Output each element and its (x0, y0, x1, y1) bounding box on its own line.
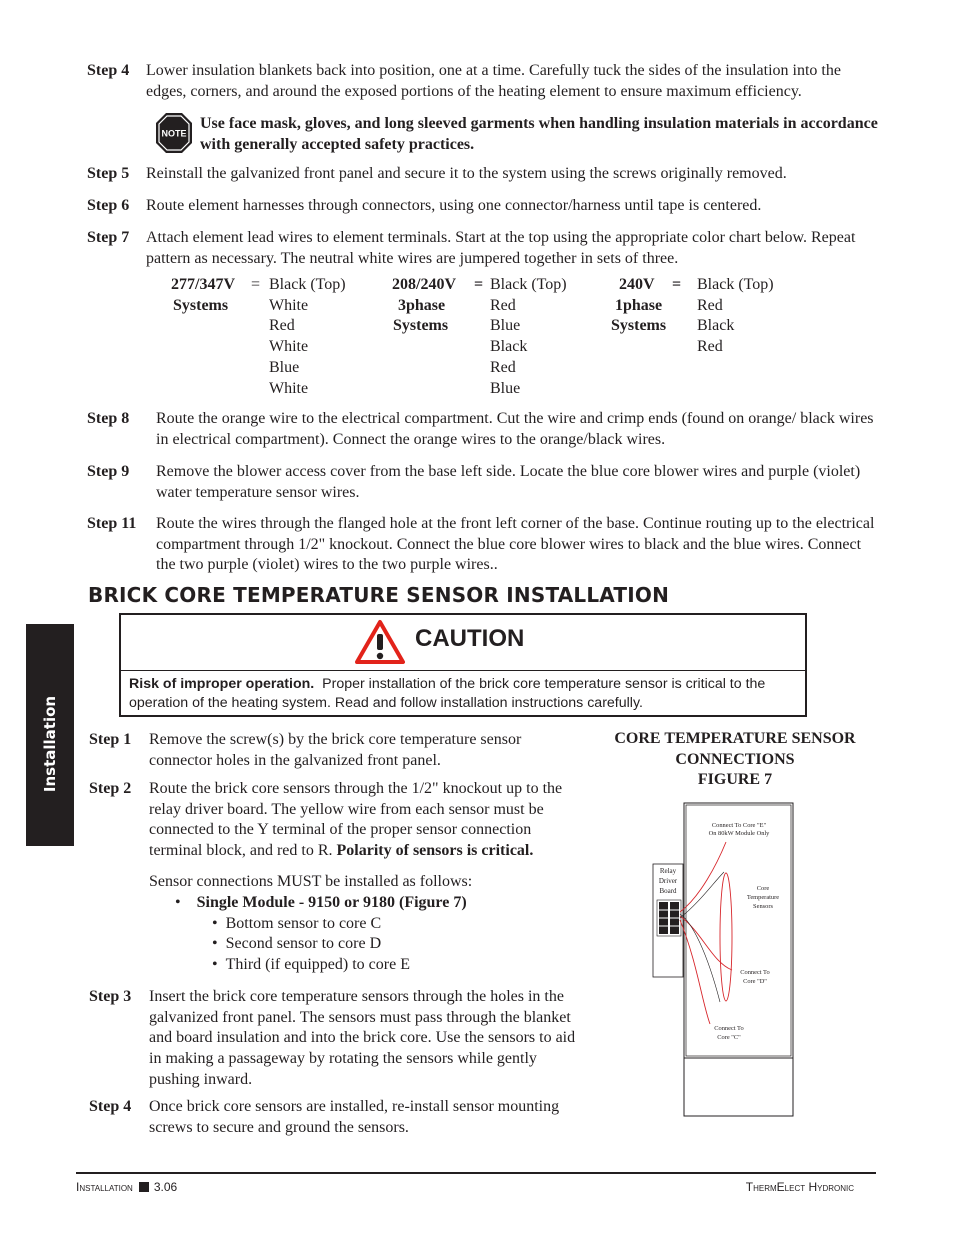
wire-color: Red (490, 296, 516, 314)
wire-chart-voltage: 277/347V (171, 276, 235, 293)
core-sensor-diagram (652, 802, 794, 1117)
square-bullet-icon (139, 1182, 149, 1192)
step-text: Route the orange wire to the electrical compartment. Cut the wire and crimp ends (found on orange/ black wires in electrical compartment). Connect the orange wires to the orange/black wires. (156, 410, 874, 448)
caution-lead: Risk of improper operation. (129, 676, 315, 692)
module-label: Single Module - 9150 or 9180 (Figure 7) (196, 894, 467, 911)
label-core-e-note: On 80kW Module Only (708, 830, 770, 837)
wire-color: White (269, 338, 309, 356)
wire-color: White (269, 296, 309, 314)
step-text (149, 779, 585, 862)
step-label: Step 3 (89, 988, 132, 1005)
wire-color: Black (Top) (697, 276, 774, 293)
wire-chart-voltage: 240V (619, 276, 655, 293)
step-text: Once brick core sensors are installed, re-install sensor mounting screws to secure and ground the sensors. (149, 1098, 560, 1136)
step-2-text: Route the brick core sensors through the 1/2" knockout up to the relay driver board. The yellow wire from each sensor must be connected to the Y terminal of the proper sensor connection terminal block, and red to R. (149, 780, 563, 860)
label-sensors: Sensors (753, 903, 773, 910)
side-tab-label: Installation (41, 695, 59, 793)
label-relay: Driver (658, 877, 678, 885)
footer-product: ThermElect Hydronic (745, 1180, 854, 1194)
wire-color: Blue (490, 317, 521, 335)
wire-color: Red (697, 296, 723, 314)
label-core-d: Core "D" (743, 978, 767, 985)
figure-caption-line: CONNECTIONS (675, 750, 795, 768)
module-item: • Single Module - 9150 or 9180 (Figure 7) (175, 894, 467, 911)
wire-color: Red (269, 317, 295, 335)
step-text: Attach element lead wires to element terminals. Start at the top using the appropriate color chart below. Repeat pattern as necessary. The neutral white wires are jumpered together in sets of three. (146, 229, 856, 267)
wire-color: White (269, 379, 309, 397)
footer-section: Installation (76, 1180, 133, 1194)
label-core-d: Connect To (740, 969, 770, 976)
wire-color: Black (Top) (490, 276, 567, 293)
label-core-c: Core "C" (717, 1034, 741, 1041)
step-label: Step 7 (87, 229, 130, 246)
wire-chart-eq: = (672, 276, 682, 293)
caution-body (129, 675, 805, 713)
wire-color: Black (490, 338, 528, 356)
label-sensors: Core (756, 885, 770, 892)
step-text: Route element harnesses through connectors, using one connector/harness until tape is centered. (146, 197, 762, 214)
wire-chart-eq: = (474, 276, 484, 293)
wire-color: Blue (269, 358, 300, 376)
label-relay: Relay (659, 867, 677, 875)
footer-left (76, 1180, 177, 1194)
footer-rule (76, 1172, 876, 1174)
connections-intro: Sensor connections MUST be installed as follows: (149, 873, 473, 890)
note-icon (155, 112, 193, 154)
figure-caption-line: FIGURE 7 (697, 771, 773, 789)
step-label: Step 11 (87, 515, 137, 532)
caution-title: CAUTION (415, 625, 525, 652)
step-label: Step 5 (87, 165, 130, 182)
label-core-e: Connect To Core "E" (711, 822, 767, 829)
caution-header (121, 615, 805, 671)
step-text: Reinstall the galvanized front panel and secure it to the system using the screws originally removed. (146, 165, 787, 182)
list-item-text: Bottom sensor to core C (225, 914, 382, 932)
label-core-c: Connect To (714, 1025, 744, 1032)
wire-chart-system: 3phase (398, 296, 446, 314)
list-item: • Second sensor to core D (212, 935, 382, 953)
label-sensors: Temperature (746, 894, 780, 901)
step-label: Step 4 (87, 62, 130, 79)
figure-caption (590, 729, 880, 791)
list-item: • Bottom sensor to core C (212, 914, 382, 932)
wire-color: Red (490, 358, 516, 376)
wire-chart-system: 1phase (615, 296, 663, 314)
page-number: 3.06 (153, 1180, 178, 1194)
list-item-text: Second sensor to core D (225, 935, 382, 953)
caution-box (119, 613, 807, 717)
step-label: Step 9 (87, 463, 130, 480)
polarity-warning: Polarity of sensors is critical. (336, 842, 534, 860)
step-text: Remove the screw(s) by the brick core temperature sensor connector holes in the galvanized front panel. (149, 731, 522, 769)
list-item-text: Third (if equipped) to core E (225, 956, 410, 974)
side-tab (26, 624, 74, 846)
note-icon-label: NOTE (161, 128, 187, 139)
wire-color: Blue (490, 379, 521, 397)
step-label: Step 1 (89, 731, 132, 748)
caution-text: Proper installation of the brick core temperature sensor is critical to the operation of the heating system. Read and follow installation instructions carefully. (129, 676, 766, 711)
wire-chart-eq: = (251, 276, 261, 293)
wire-color: Black (697, 317, 735, 335)
note-text: Use face mask, gloves, and long sleeved garments when handling insulation materials in accordance with generally accepted safety practices. (200, 115, 878, 153)
list-item: • Third (if equipped) to core E (212, 956, 410, 974)
wire-chart-system: Systems (393, 317, 449, 335)
step-text: Lower insulation blankets back into position, one at a time. Carefully tuck the sides of the insulation into the edges, corners, and around the exposed portions of the heating element to ensure maximum efficiency. (146, 62, 841, 100)
step-text: Route the wires through the flanged hole at the front left corner of the base. Continue routing up to the electrical compartment through 1/2" knockout. Connect the blue core blower wires to black and the blue wires. Connect the two purple (violet) wires to the two purple wires.. (156, 515, 875, 574)
wire-chart-voltage: 208/240V (392, 276, 456, 293)
step-label: Step 4 (89, 1098, 132, 1115)
warning-triangle-icon (355, 619, 405, 665)
figure-caption-line: CORE TEMPERATURE SENSOR (614, 730, 856, 747)
wire-chart-system: Systems (611, 317, 667, 335)
wire-color: Black (Top) (269, 276, 346, 293)
label-relay: Board (659, 887, 677, 895)
step-text: Insert the brick core temperature sensors through the holes in the galvanized front panel. The sensors must pass through the blanket and board insulation and into the brick core. Use the sensors to aid in making a passageway by rotating the sensors while gently pushing inward. (149, 988, 576, 1088)
wire-color: Red (697, 338, 723, 356)
terminal-block (657, 900, 681, 936)
wire-chart-system: Systems (173, 296, 229, 314)
step-label: Step 8 (87, 410, 130, 427)
section-heading: BRICK CORE TEMPERATURE SENSOR INSTALLATION (88, 583, 670, 607)
step-text: Remove the blower access cover from the base left side. Locate the blue core blower wires and purple (violet) water temperature sensor wires. (156, 463, 861, 501)
step-label: Step 2 (89, 780, 132, 797)
step-label: Step 6 (87, 197, 130, 214)
